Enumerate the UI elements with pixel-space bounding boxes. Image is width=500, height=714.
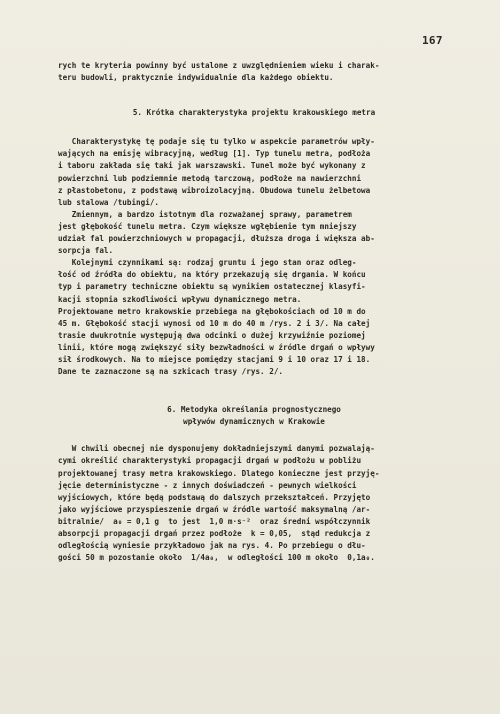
text-line: trasie dwukrotnie występują dwa odcinki o dużej krzywiźnie poziomej: [58, 330, 366, 340]
text-line: sił środkowych. Na to miejsce pomiędzy stacjami 9 i 10 oraz 17 i 18.: [58, 354, 371, 364]
text-line: jest głębokość tunelu metra. Czym większe wgłębienie tym mniejszy: [58, 221, 357, 231]
section-5-paragraph-1: [58, 136, 450, 209]
section-6-heading-line: wpływów dynamicznych w Krakowie: [183, 417, 325, 427]
intro-paragraph: [58, 60, 450, 84]
text-line: wających na emisję wibracyjną, według [1]. Typ tunelu metra, podłoża: [58, 149, 371, 159]
page-number: 167: [422, 34, 443, 47]
text-line: wyjściowych, które będą podstawą do dalszych przekształceń. Przyjęto: [58, 492, 371, 502]
text-line: 45 m. Głębokość stacji wynosi od 10 m do 40 m /rys. 2 i 3/. Na całej: [58, 318, 371, 328]
text-line: jęcie deterministyczne - z innych doświadczeń - pewnych wielkości: [58, 480, 357, 490]
text-line: kacji stopnia szkodliwości wpływu dynamicznego metra.: [58, 294, 302, 304]
text-line: z płastobetonu, z podstawą wibroizolacyjną. Obudowa tunelu żelbetowa: [58, 185, 371, 195]
text-line: i taboru zakłada się taki jak warszawski. Tunel może być wykonany z: [58, 161, 366, 171]
text-line: teru budowli, praktycznie indywidualnie dla każdego obiektu.: [58, 73, 334, 83]
text-line: sorpcja fal.: [58, 246, 114, 256]
section-6-paragraph: [58, 443, 450, 564]
text-line: W chwili obecnej nie dysponujemy dokładniejszymi danymi pozwalają-: [58, 444, 375, 454]
text-line: Kolejnymi czynnikami są: rodzaj gruntu i jego stan oraz odleg-: [58, 258, 357, 268]
text-line: Dane te zaznaczone są na szkicach trasy /rys. 2/.: [58, 367, 283, 377]
section-5-heading: 5. Krótka charakterystyka projektu krakowskiego metra: [132, 108, 376, 118]
text-line: gości 50 m pozostanie około 1/4a₀, w odległości 100 m około 0,1a₀.: [58, 553, 375, 563]
text-line: udział fal powierzchniowych w propagacji, dłuższa droga i większa ab-: [58, 234, 375, 244]
text-line: Projektowane metro krakowskie przebiega na głębokościach od 10 m do: [58, 306, 366, 316]
section-5-paragraph-3: [58, 257, 450, 378]
text-line: jako wyjściowe przyspieszenie drgań w źródle wartość maksymalną /ar-: [58, 504, 371, 514]
section-5-paragraph-2: [58, 209, 450, 257]
text-line: rych te kryteria powinny być ustalone z uwzględnieniem wieku i charak-: [58, 61, 380, 70]
text-line: typ i parametry techniczne obiektu są wynikiem ostatecznej klasyfi-: [58, 282, 366, 292]
section-6-heading-line: 6. Metodyka określania prognostycznego: [167, 405, 341, 415]
text-line: projektowanej trasy metra krakowskiego. Dlatego konieczne jest przyję-: [58, 468, 380, 478]
text-line: Zmiennym, a bardzo istotnym dla rozważanej sprawy, parametrem: [58, 209, 352, 219]
text-line: łość od źródła do obiektu, na który przekazują się drgania. W końcu: [58, 270, 366, 280]
text-line: lub stalowa /tubingi/.: [58, 197, 160, 207]
text-line: bitralnie/ a₀ = 0,1 g to jest 1,0 m·s⁻² oraz średni współczynnik: [58, 516, 371, 526]
text-line: cymi określić charakterystyki propagacji drgań w podłożu w pobliżu: [58, 456, 362, 466]
text-line: linii, które mogą zwiększyć siły bezwładności w źródle drgań o wpływy: [58, 342, 375, 352]
section-6-heading: [58, 404, 450, 428]
text-line: odległością wyniesie przykładowo jak na rys. 4. Po przebiegu o dłu-: [58, 541, 366, 551]
text-line: Charakterystykę tę podaje się tu tylko w aspekcie parametrów wpły-: [58, 137, 375, 147]
page-content: [58, 60, 450, 564]
text-line: powierzchni lub podziemnie metodą tarczową, podłoże na nawierzchni: [58, 173, 362, 183]
text-line: absorpcji propagacji drgań przez podłoże k = 0,05, stąd redukcja z: [58, 529, 371, 538]
